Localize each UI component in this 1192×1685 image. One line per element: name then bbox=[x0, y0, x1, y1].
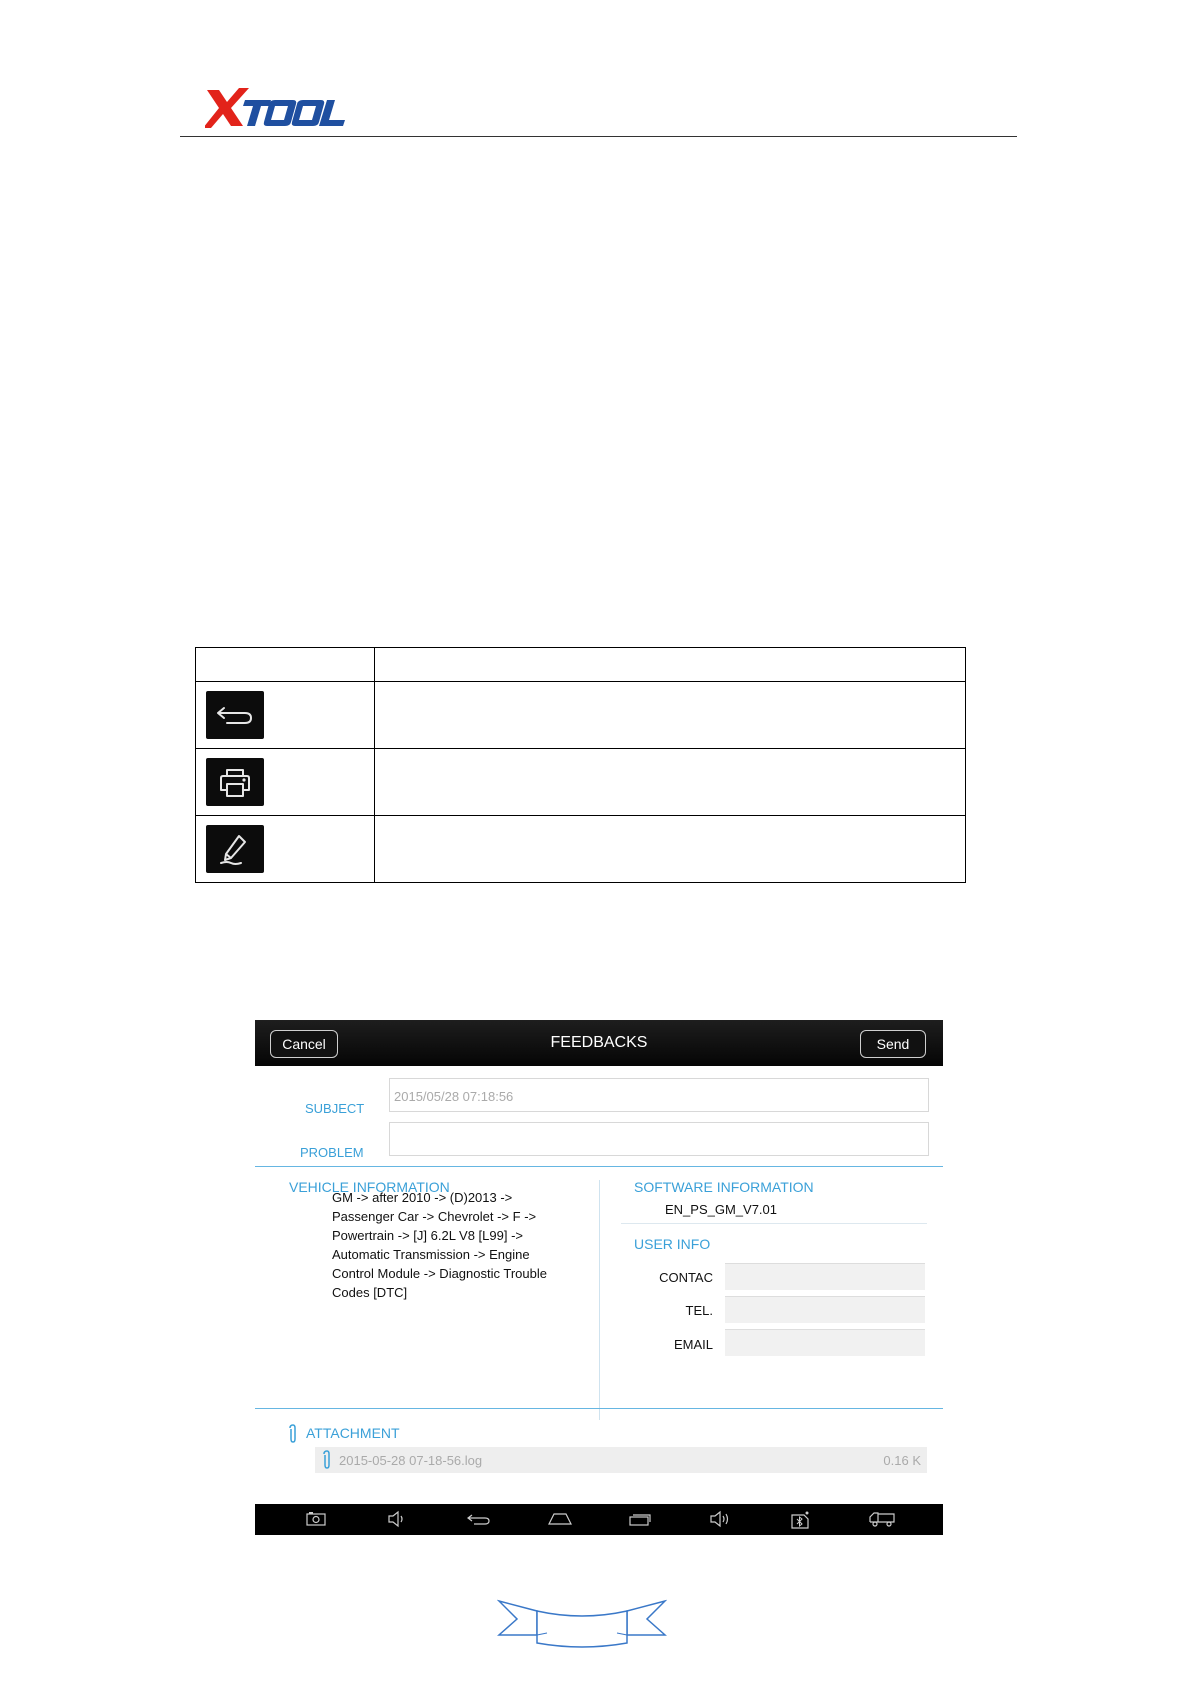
volume-up-icon[interactable] bbox=[708, 1510, 732, 1533]
vehicle-info-text: GM -> after 2010 -> (D)2013 -> Passenger Car -> Chevrolet -> F -> Powertrain -> [J] 6.2L V8 [L99] -> Automatic Transmission -> Engine Control Module -> Diagnostic Trouble Codes [DTC] bbox=[332, 1190, 547, 1300]
icon-description-table bbox=[195, 647, 966, 883]
attachment-heading: ATTACHMENT bbox=[306, 1425, 400, 1441]
contact-field[interactable] bbox=[725, 1263, 925, 1290]
send-button[interactable]: Send bbox=[860, 1030, 926, 1058]
email-label: EMAIL bbox=[673, 1337, 713, 1352]
problem-field[interactable] bbox=[389, 1122, 929, 1156]
screen-title: FEEDBACKS bbox=[550, 1034, 648, 1051]
back-arrow-icon bbox=[206, 691, 264, 739]
page-ribbon bbox=[497, 1593, 667, 1653]
table-description-cell bbox=[375, 816, 966, 883]
paperclip-icon bbox=[287, 1424, 299, 1449]
screenshot-icon[interactable] bbox=[305, 1510, 327, 1533]
attachment-file-name: 2015-05-28 07-18-56.log bbox=[339, 1453, 483, 1468]
printer-icon bbox=[206, 758, 264, 806]
subject-field[interactable]: 2015/05/28 07:18:56 bbox=[389, 1078, 929, 1112]
table-description-cell bbox=[375, 749, 966, 816]
home-icon[interactable] bbox=[547, 1510, 573, 1533]
table-description-cell bbox=[375, 682, 966, 749]
subject-label: SUBJECT bbox=[305, 1101, 365, 1116]
attachment-file-size: 0.16 K bbox=[883, 1453, 921, 1468]
paperclip-icon bbox=[321, 1450, 333, 1475]
table-header-cell bbox=[196, 648, 375, 682]
software-divider bbox=[621, 1223, 927, 1224]
software-version: EN_PS_GM_V7.01 bbox=[665, 1202, 778, 1217]
xtool-logo bbox=[205, 84, 345, 135]
truck-icon[interactable] bbox=[868, 1510, 896, 1533]
pen-icon bbox=[206, 825, 264, 873]
bluetooth-icon[interactable] bbox=[788, 1510, 812, 1535]
feedback-screen bbox=[255, 1020, 943, 1535]
brand-name: XTOOL bbox=[205, 84, 209, 85]
column-divider bbox=[599, 1180, 600, 1420]
header-rule bbox=[180, 136, 1017, 137]
recent-apps-icon[interactable] bbox=[627, 1510, 653, 1533]
vehicle-info-heading: VEHICLE INFORMATION bbox=[289, 1179, 450, 1195]
cancel-button[interactable]: Cancel bbox=[270, 1030, 338, 1058]
contact-label: CONTAC bbox=[659, 1270, 713, 1285]
attachment-row[interactable] bbox=[315, 1447, 927, 1473]
table-row bbox=[196, 682, 966, 749]
back-icon[interactable] bbox=[466, 1510, 492, 1533]
top-bar bbox=[255, 1020, 943, 1066]
software-info-heading: SOFTWARE INFORMATION bbox=[634, 1179, 814, 1195]
table-row bbox=[196, 816, 966, 883]
tel-field[interactable] bbox=[725, 1296, 925, 1323]
table-header-cell bbox=[375, 648, 966, 682]
section-divider bbox=[255, 1408, 943, 1409]
tel-label: TEL. bbox=[685, 1303, 713, 1318]
email-field[interactable] bbox=[725, 1329, 925, 1356]
volume-down-icon[interactable] bbox=[386, 1510, 408, 1533]
problem-label: PROBLEM bbox=[300, 1145, 364, 1160]
user-info-heading: USER INFO bbox=[634, 1236, 711, 1252]
table-row bbox=[196, 749, 966, 816]
system-nav-bar bbox=[255, 1504, 943, 1535]
section-divider bbox=[255, 1166, 943, 1167]
table-header-row bbox=[196, 648, 966, 682]
